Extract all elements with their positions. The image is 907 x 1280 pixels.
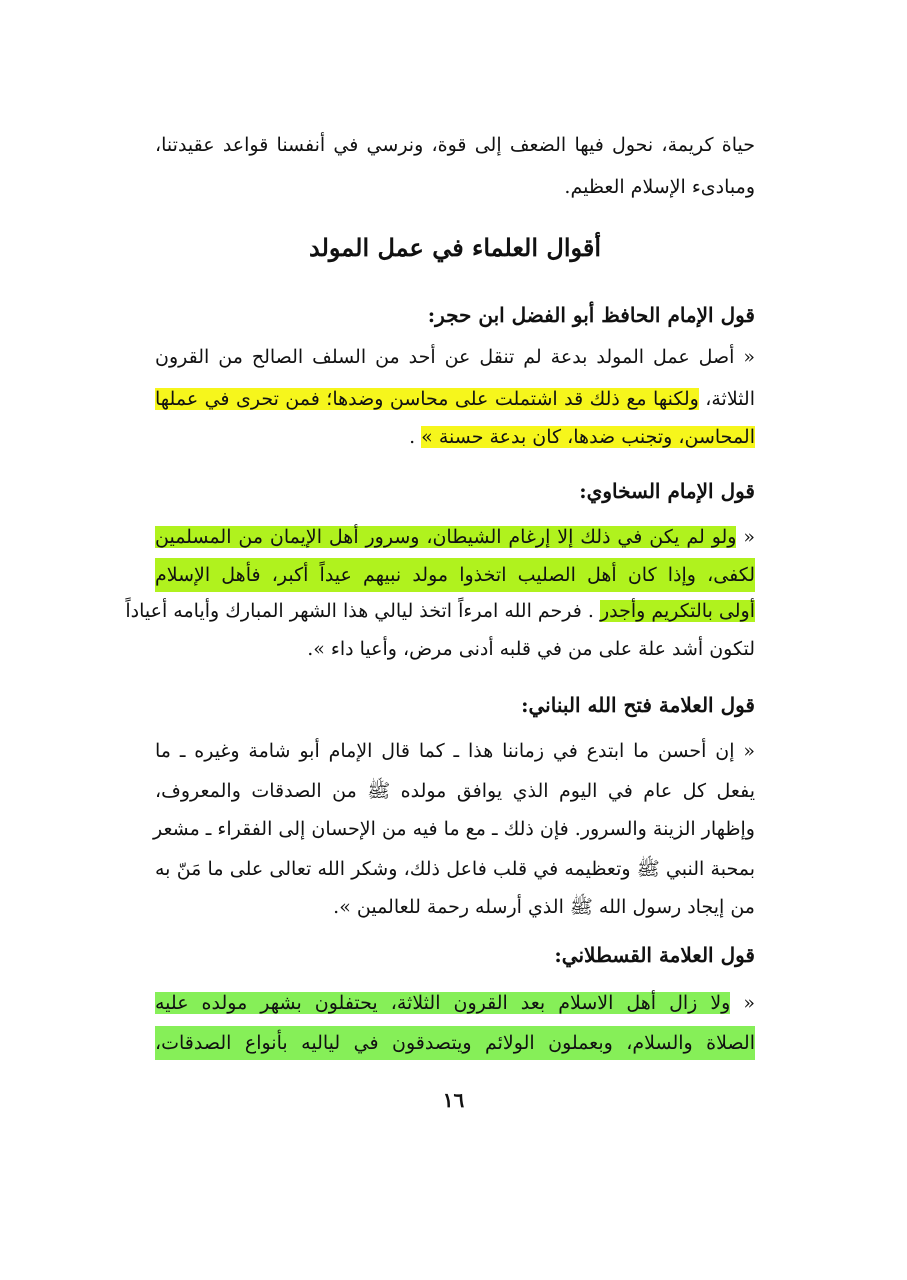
- highlighted-text: ولا زال أهل الاسلام بعد القرون الثلاثة، يحتفلون بشهر مولده عليه: [155, 992, 731, 1014]
- page-title: أقوال العلماء في عمل المولد: [308, 233, 602, 262]
- quote-line: [155, 340, 755, 374]
- quote-line: [155, 520, 755, 554]
- highlighted-text: ولكنها مع ذلك قد اشتملت على محاسن وضدها؛ فمن تحرى في عملها: [155, 388, 699, 410]
- quote-text: لتكون أشد علة على من في قلبه أدنى مرض، وأعيا داء ».: [307, 638, 755, 660]
- quote-line: من إيجاد رسول الله ﷺ الذي أرسله رحمة للعالمين ».: [333, 896, 755, 918]
- quote-line: [155, 1026, 755, 1060]
- quote-line: [155, 632, 755, 666]
- highlighted-text: ولو لم يكن في ذلك إلا إرغام الشيطان، وسرور أهل الإيمان من المسلمين: [155, 526, 737, 548]
- quote-line: « إن أحسن ما ابتدع في زماننا هذا ـ كما قال الإمام أبو شامة وغيره ـ ما: [155, 740, 755, 762]
- section-heading-sakhawi: قول الإمام السخاوي:: [579, 479, 755, 503]
- quote-line: [155, 420, 755, 454]
- highlighted-text: الصلاة والسلام، وبعملون الولائم ويتصدقون في لياليه بأنواع الصدقات،: [155, 1032, 755, 1054]
- highlighted-text: لكفى، وإذا كان أهل الصليب اتخذوا مولد نبيهم عيداً أكبر، فأهل الإسلام: [155, 564, 755, 586]
- page-number: ١٦: [442, 1088, 465, 1112]
- intro-line-2: ومبادىء الإسلام العظيم.: [564, 176, 755, 198]
- highlighted-text: أولى بالتكريم وأجدر: [599, 600, 755, 622]
- quote-line: [125, 594, 755, 628]
- section-heading-bannani: قول العلامة فتح الله البناني:: [521, 693, 755, 717]
- quote-line: يفعل كل عام في اليوم الذي يوافق مولده ﷺ من الصدقات والمعروف،: [155, 780, 755, 802]
- quote-line: [155, 382, 755, 416]
- quote-text: « أصل عمل المولد بدعة لم تنقل عن أحد من السلف الصالح من القرون: [155, 346, 755, 368]
- quote-text: .: [409, 426, 422, 448]
- quote-line: بمحبة النبي ﷺ وتعظيمه في قلب فاعل ذلك، وشكر الله تعالى على ما مَنّ به: [155, 858, 755, 880]
- quote-text: الثلاثة،: [698, 388, 755, 410]
- quote-text: «: [736, 526, 756, 548]
- quote-text: . فرحم الله امرءاً اتخذ ليالي هذا الشهر المبارك وأيامه أعياداً: [125, 600, 594, 622]
- section-heading-ibn-hajar: قول الإمام الحافظ أبو الفضل ابن حجر:: [427, 303, 755, 327]
- quote-line: [155, 558, 755, 592]
- section-heading-qastallani: قول العلامة القسطلاني:: [554, 943, 755, 967]
- quote-line: [155, 986, 755, 1020]
- quote-text: «: [730, 992, 755, 1014]
- highlighted-text: المحاسن، وتجنب ضدها، كان بدعة حسنة »: [421, 426, 755, 448]
- quote-line: وإظهار الزينة والسرور. فإن ذلك ـ مع ما فيه من الإحسان إلى الفقراء ـ مشعر: [152, 818, 755, 840]
- intro-line-1: حياة كريمة، نحول فيها الضعف إلى قوة، ونرسي في أنفسنا قواعد عقيدتنا،: [155, 134, 755, 156]
